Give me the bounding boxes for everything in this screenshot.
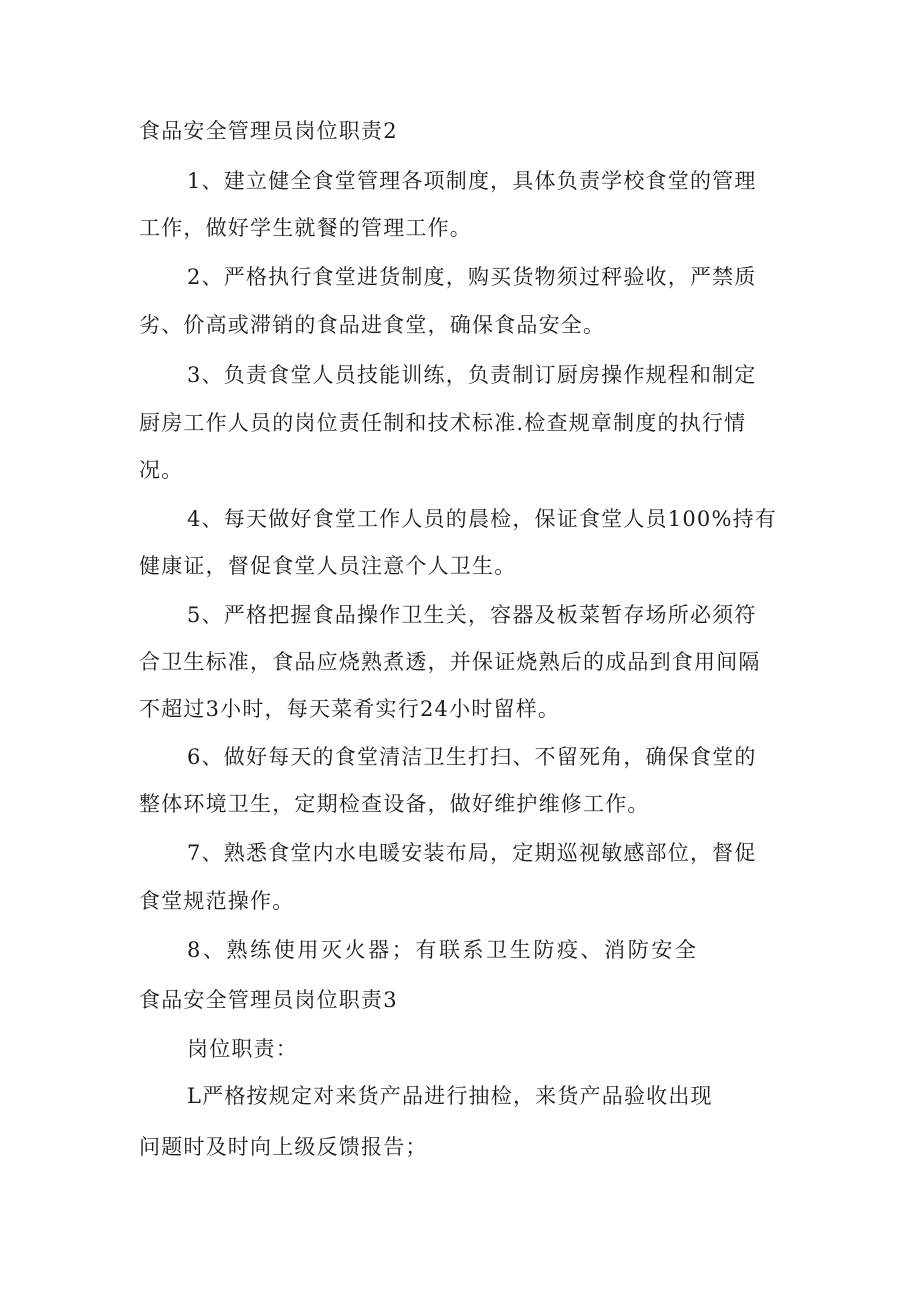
paragraph-line: 厨房工作人员的岗位责任制和技术标准.检查规章制度的执行情 [139,411,747,435]
paragraph-line: 问题时及时向上级反馈报告； [139,1135,428,1159]
section-title: 食品安全管理员岗位职责3 [139,988,398,1012]
paragraph-line: 合卫生标准，食品应烧熟煮透，并保证烧熟后的成品到食用间隔 [139,650,761,674]
paragraph-line: 劣、价高或滞销的食品进食堂，确保食品安全。 [139,313,606,337]
paragraph-line: 食堂规范操作。 [139,889,295,913]
paragraph-line: 4、每天做好食堂工作人员的晨检，保证食堂人员100%持有 [187,507,777,531]
section-subtitle: 岗位职责： [187,1037,298,1061]
paragraph-line: 3、负责食堂人员技能训练，负责制订厨房操作规程和制定 [187,363,757,387]
paragraph-line: 7、熟悉食堂内水电暖安装布局，定期巡视敏感部位，督促 [187,841,757,865]
paragraph-line: 健康证，督促食堂人员注意个人卫生。 [139,554,517,578]
paragraph-line: 不超过3小时，每天菜肴实行24小时留样。 [139,697,561,721]
paragraph-line: 1、建立健全食堂管理各项制度，具体负责学校食堂的管理 [187,169,757,193]
paragraph-line: 2、严格执行食堂进货制度，购买货物须过秤验收，严禁质 [187,265,757,289]
paragraph-line: 5、严格把握食品操作卫生关，容器及板菜暂存场所必须符 [187,603,757,627]
paragraph-line: 6、做好每天的食堂清洁卫生打扫、不留死角，确保食堂的 [187,745,757,769]
paragraph-line: 8、熟练使用灭火器；有联系卫生防疫、消防安全 [187,938,699,962]
paragraph-line: L严格按规定对来货产品进行抽检，来货产品验收出现 [187,1084,713,1108]
paragraph-line: 况。 [139,458,184,482]
section-title: 食品安全管理员岗位职责2 [139,119,398,143]
paragraph-line: 整体环境卫生，定期检查设备，做好维护维修工作。 [139,792,650,816]
paragraph-line: 工作，做好学生就餐的管理工作。 [139,216,472,240]
